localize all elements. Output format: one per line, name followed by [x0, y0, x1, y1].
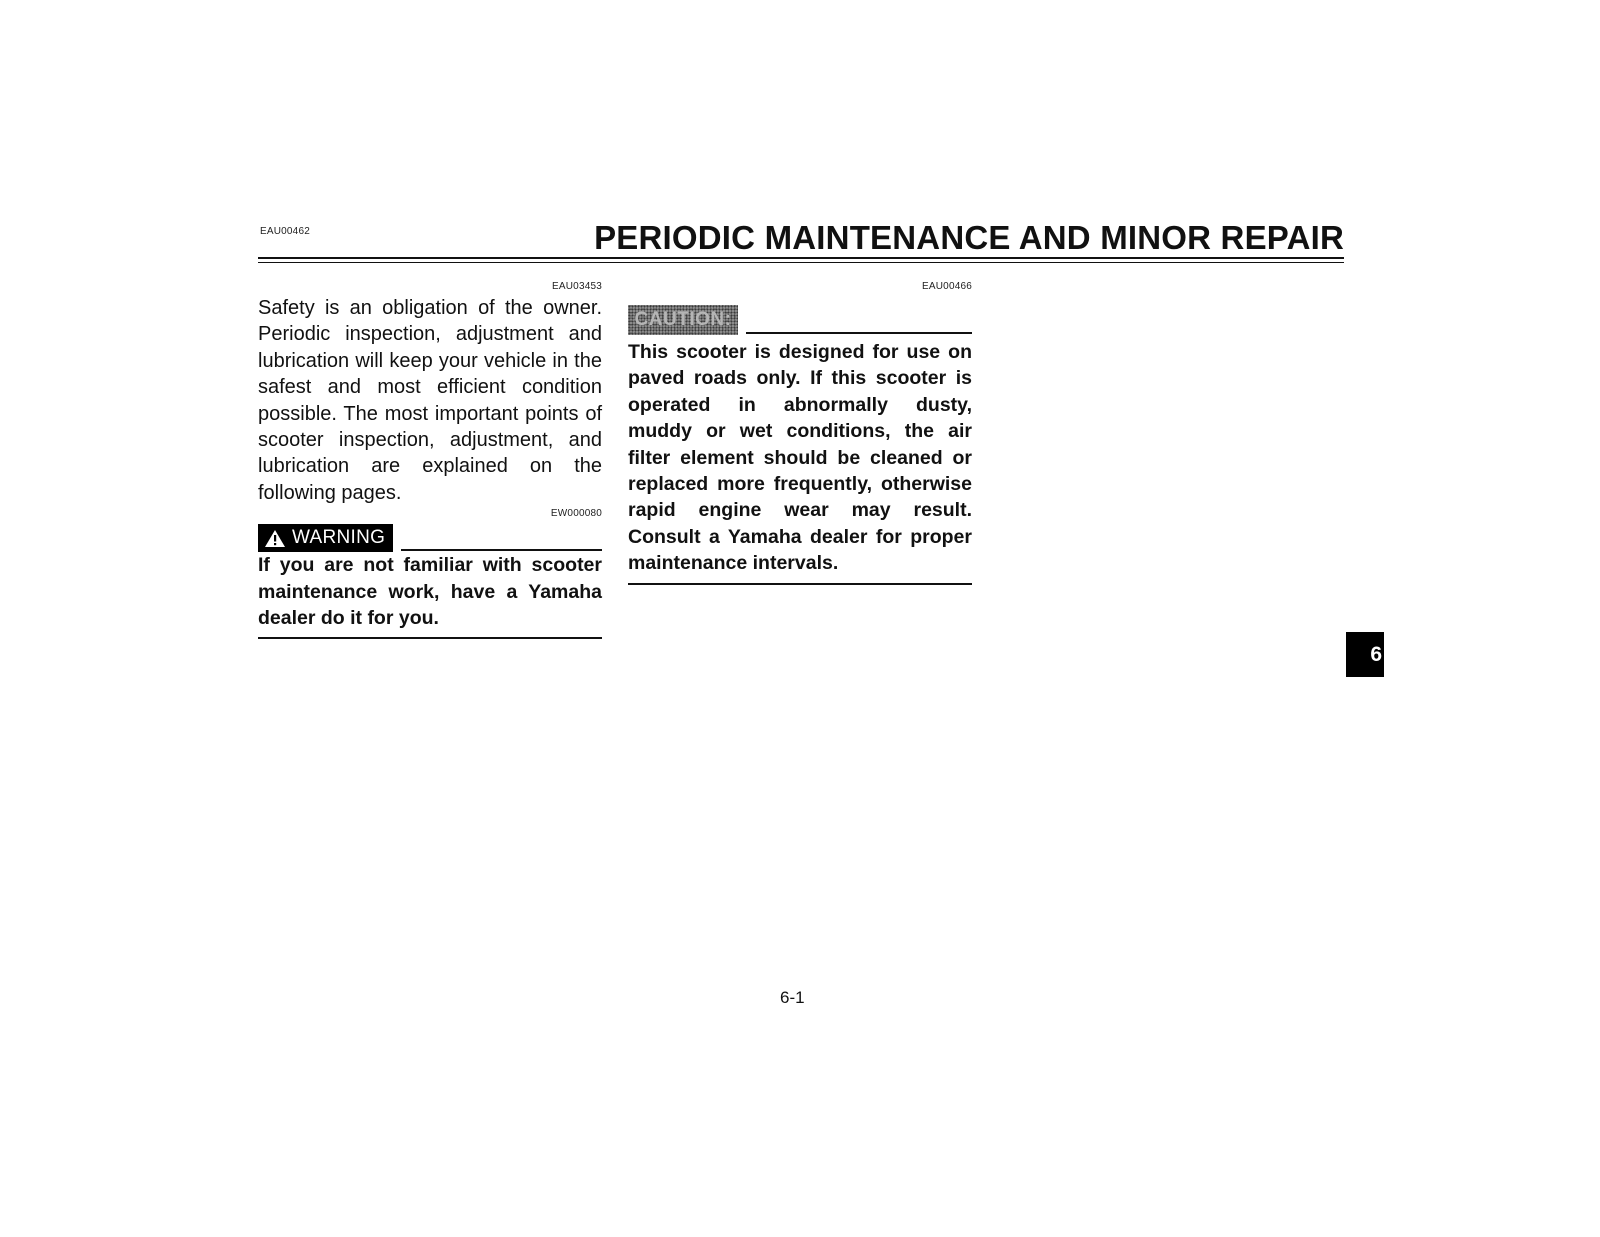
- chapter-thumb-tab: 6: [1346, 632, 1384, 677]
- warning-code: EW000080: [550, 508, 602, 520]
- caution-header: [628, 305, 972, 335]
- warning-label-box: [258, 524, 393, 552]
- right-column: [628, 281, 972, 585]
- section-code: EAU00462: [260, 226, 310, 237]
- caution-header-rule: [746, 332, 972, 334]
- caution-label: CAUTION:: [628, 305, 738, 335]
- warning-header-rule: [401, 549, 602, 551]
- warning-end-rule: [258, 637, 602, 639]
- intro-code: EAU03453: [552, 281, 602, 292]
- warning-header: [258, 524, 602, 552]
- intro-paragraph: Safety is an obligation of the owner. Periodic inspection, adjustment and lubrication will keep your vehicle in the safest and most efficient condition possible. The most important points of scooter inspection, adjustment, and lubrication are explained on the following pages.: [258, 297, 602, 504]
- caution-code: EAU00466: [922, 281, 972, 292]
- caution-text: This scooter is designed for use on paved roads only. If this scooter is operated in abnormally dusty, muddy or wet conditions, the air filter element should be cleaned or replaced more frequently, otherwise rapid engine wear may result. Consult a Yamaha dealer for proper maintenance intervals.: [628, 341, 972, 575]
- page-title: PERIODIC MAINTENANCE AND MINOR REPAIR: [594, 219, 1344, 256]
- warning-text: If you are not familiar with scooter maintenance work, have a Yamaha dealer do it for you.: [258, 554, 602, 630]
- caution-end-rule: [628, 583, 972, 585]
- left-column: [258, 281, 602, 639]
- warning-label: WARNING: [292, 527, 386, 549]
- title-divider-thin: [258, 262, 1344, 263]
- title-divider: [258, 257, 1344, 259]
- warning-triangle-icon: [264, 529, 286, 548]
- page-number: 6-1: [780, 988, 805, 1007]
